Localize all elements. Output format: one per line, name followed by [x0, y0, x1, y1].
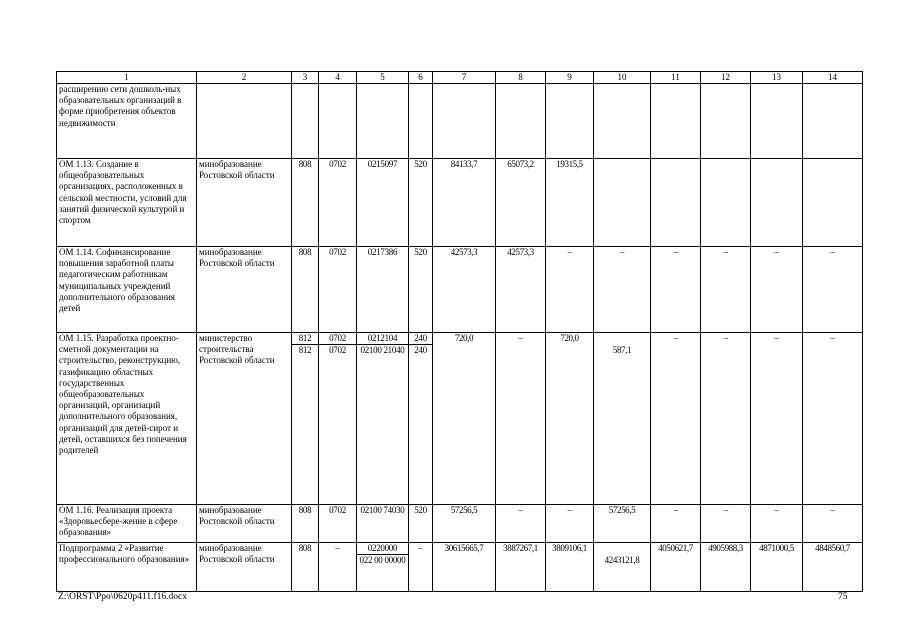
header-cell: 14: [803, 72, 863, 84]
year-value: 587,1: [612, 345, 632, 355]
year-value: –: [803, 333, 863, 505]
header-cell: 10: [594, 72, 651, 84]
measure-name: Подпрограмма 2 «Развитие профессионального образования»: [57, 543, 197, 592]
year-value: 65073,2: [496, 159, 546, 247]
year-value: –: [751, 505, 803, 543]
year-value: –: [701, 505, 751, 543]
expense-type-code: –: [409, 543, 433, 592]
target-article-code: 0220000: [367, 543, 398, 553]
measure-name: ОМ 1.14. Софинансирование повышения заработной платы педагогическим работникам муниципальных учреждений дополнительного образования детей: [57, 247, 197, 333]
section-code: 0702: [329, 333, 346, 343]
target-article-code: 022 00 00000: [357, 554, 408, 566]
measure-name: ОМ 1.15. Разработка проектно-сметной документации на строительство, реконструкцию, газификацию областных государственных общеобразовательных организаций, организаций дополнительного образования, организаций для детей-сирот и детей, оставшихся без попечения родителей: [57, 333, 197, 505]
expense-type-code: 520: [409, 247, 433, 333]
year-value: 3809106,1: [546, 543, 594, 592]
header-cell: 12: [701, 72, 751, 84]
year-value: –: [546, 247, 594, 333]
expense-type-code: 520: [409, 159, 433, 247]
header-cell: 1: [57, 72, 197, 84]
expense-type-code: 520: [409, 505, 433, 543]
header-cell: 3: [292, 72, 319, 84]
year-value: –: [651, 333, 701, 505]
section-code: 0702: [319, 159, 357, 247]
year-value: 4848560,7: [803, 543, 863, 592]
executor: минобразование Ростовской области: [197, 159, 292, 247]
table-row: [57, 247, 863, 333]
year-value: –: [803, 505, 863, 543]
section-code: –: [319, 543, 357, 592]
header-cell: 6: [409, 72, 433, 84]
header-cell: 13: [751, 72, 803, 84]
target-article-code: 0212104: [367, 333, 398, 343]
file-path: Z:\ORST\Ppo\0620p411.f16.docx: [58, 592, 187, 602]
target-article-code: 0215097: [357, 159, 409, 247]
year-value: –: [701, 247, 751, 333]
header-cell: 11: [651, 72, 701, 84]
header-cell: 2: [197, 72, 292, 84]
expense-type-code: 240: [414, 333, 427, 343]
table-row: [57, 333, 863, 505]
year-value: –: [651, 247, 701, 333]
total-value: 30615665,7: [433, 543, 496, 592]
year-value: 19315,5: [546, 159, 594, 247]
header-cell: 5: [357, 72, 409, 84]
year-value: –: [751, 333, 803, 505]
target-article-code: 02100 21040: [357, 344, 408, 356]
total-value: 84133,7: [433, 159, 496, 247]
grbs-code: 808: [292, 505, 319, 543]
header-row: [57, 72, 863, 84]
measure-name: ОМ 1.13. Создание в общеобразовательных организациях, расположенных в сельской местности, условий для занятий физической культурой и спортом: [57, 159, 197, 247]
header-cell: 8: [496, 72, 546, 84]
header-cell: 9: [546, 72, 594, 84]
year-value: –: [496, 505, 546, 543]
year-value: 57256,5: [594, 505, 651, 543]
target-article-code: 02100 74030: [357, 505, 409, 543]
grbs-code: 808: [292, 247, 319, 333]
year-value: –: [594, 247, 651, 333]
budget-table: [56, 71, 863, 592]
year-value: –: [751, 247, 803, 333]
section-code: 0702: [319, 344, 356, 356]
table-row: [57, 505, 863, 543]
total-value: 720,0: [433, 333, 496, 505]
year-value: –: [701, 333, 751, 505]
table-row: [57, 84, 863, 159]
measure-name: расширению сети дошколь-ных образовательных организаций в форме приобретения объектов недвижимости: [57, 84, 197, 159]
grbs-code: 812: [298, 333, 312, 343]
executor: минобразование Ростовской области: [197, 505, 292, 543]
target-article-code: 0217386: [357, 247, 409, 333]
year-value: 42573,3: [496, 247, 546, 333]
measure-name: ОМ 1.16. Реализация проекта «Здоровьесбере-жение в сфере образования»: [57, 505, 197, 543]
year-value: –: [803, 247, 863, 333]
year-value: 4871000,5: [751, 543, 803, 592]
table-row: [57, 159, 863, 247]
year-value: –: [651, 505, 701, 543]
header-cell: 4: [319, 72, 357, 84]
executor: минобразование Ростовской области: [197, 543, 292, 592]
year-value: 720,0: [546, 333, 594, 505]
page-number: 75: [838, 592, 848, 602]
grbs-code: 808: [292, 159, 319, 247]
table-row: [57, 543, 863, 592]
total-value: 57256,5: [433, 505, 496, 543]
year-value: 4905988,3: [701, 543, 751, 592]
year-value: 3887267,1: [496, 543, 546, 592]
grbs-code: 812: [292, 344, 318, 356]
section-code: 0702: [319, 505, 357, 543]
section-code: 0702: [319, 247, 357, 333]
executor: министерство строительства Ростовской области: [197, 333, 292, 505]
year-value: –: [496, 333, 546, 505]
total-value: 42573,3: [433, 247, 496, 333]
grbs-code: 808: [292, 543, 319, 592]
year-value: –: [546, 505, 594, 543]
executor: минобразование Ростовской области: [197, 247, 292, 333]
year-value: 4050621,7: [651, 543, 701, 592]
expense-type-code: 240: [409, 344, 432, 356]
year-value: 4243121,8: [604, 555, 640, 565]
header-cell: 7: [433, 72, 496, 84]
